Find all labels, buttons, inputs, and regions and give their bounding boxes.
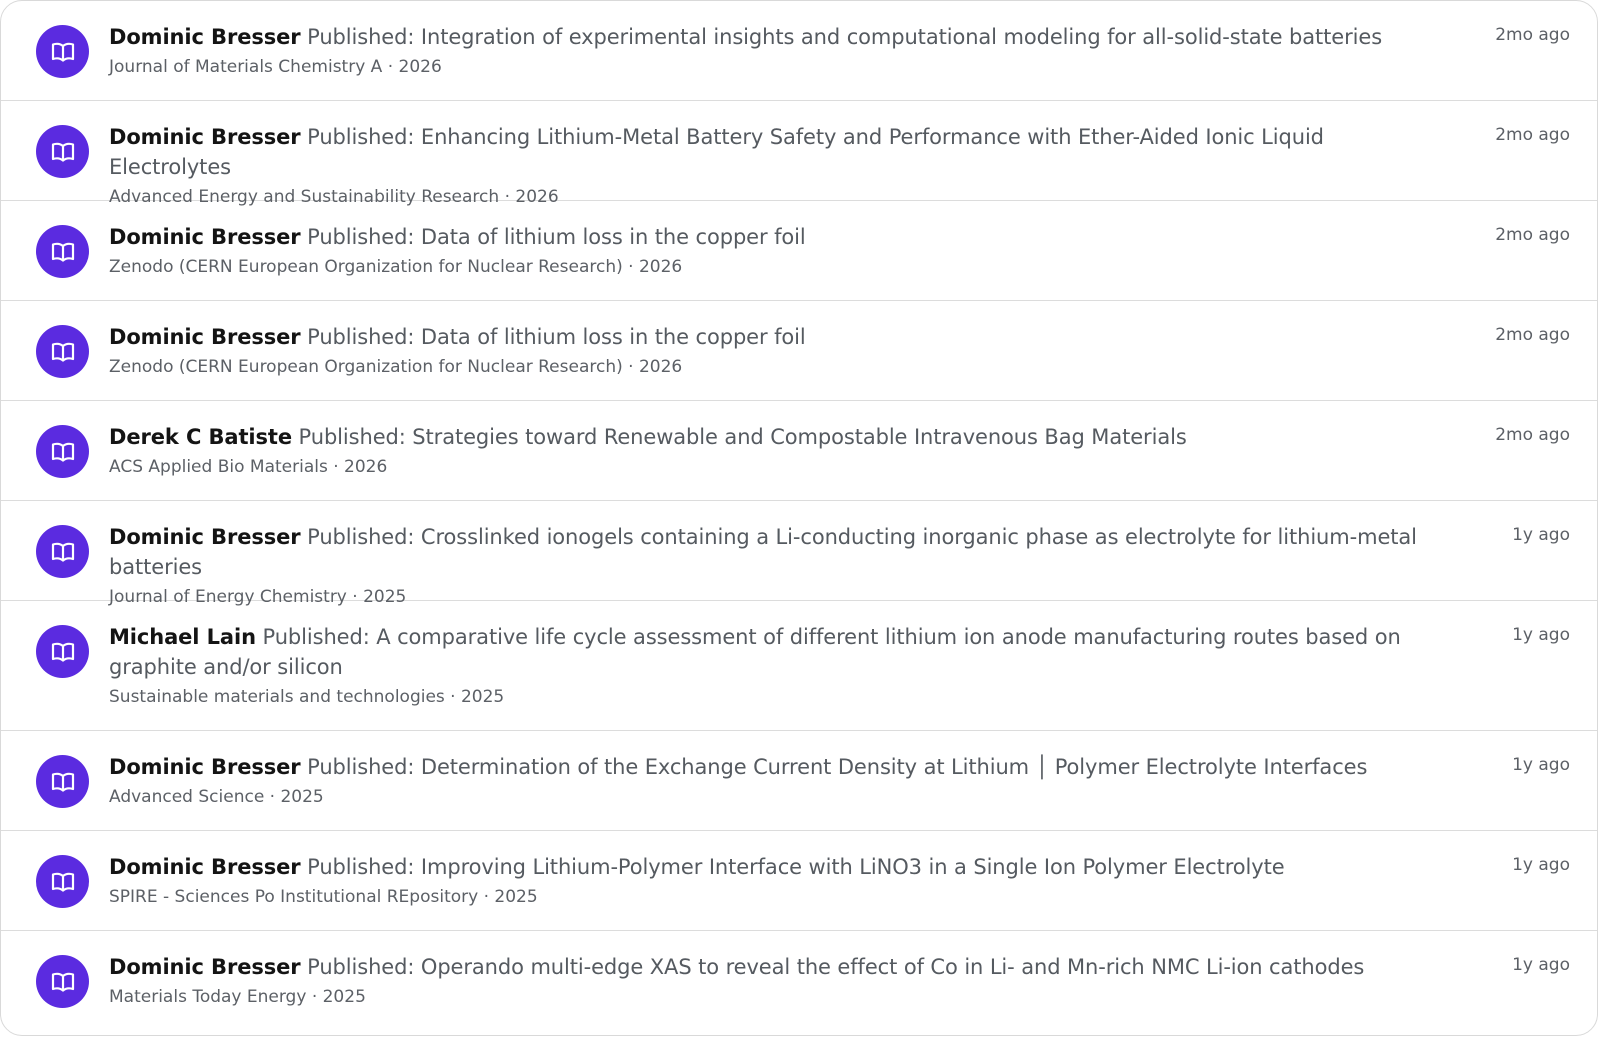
item-title-line bbox=[109, 301, 1447, 352]
author-name[interactable]: Michael Lain bbox=[109, 625, 256, 649]
timestamp: 1y ago bbox=[1512, 955, 1570, 975]
item-title-line bbox=[109, 931, 1447, 982]
book-icon bbox=[49, 138, 77, 166]
timestamp: 2mo ago bbox=[1495, 25, 1570, 45]
author-name[interactable]: Dominic Bresser bbox=[109, 955, 301, 979]
feed-item[interactable] bbox=[1, 101, 1597, 207]
item-meta: Advanced Energy and Sustainability Research · 2026 bbox=[109, 187, 559, 207]
item-title-line bbox=[109, 1, 1447, 52]
book-icon bbox=[49, 868, 77, 896]
item-meta: Zenodo (CERN European Organization for Nuclear Research) · 2026 bbox=[109, 357, 683, 377]
book-icon bbox=[49, 38, 77, 66]
item-title[interactable]: Published: Integration of experimental insights and computational modeling for all-solid-state batteries bbox=[307, 25, 1383, 49]
timestamp: 1y ago bbox=[1512, 625, 1570, 645]
timestamp: 2mo ago bbox=[1495, 225, 1570, 245]
item-title-line bbox=[109, 731, 1447, 782]
avatar bbox=[36, 755, 89, 808]
avatar bbox=[36, 625, 89, 678]
item-title-line bbox=[109, 401, 1447, 452]
feed-item[interactable] bbox=[1, 501, 1597, 607]
item-meta: Materials Today Energy · 2025 bbox=[109, 987, 366, 1007]
feed-item[interactable] bbox=[1, 1, 1597, 101]
item-title[interactable]: Published: Enhancing Lithium-Metal Battery Safety and Performance with Ether-Aided Ionic Liquid Electrolytes bbox=[109, 125, 1324, 179]
avatar bbox=[36, 525, 89, 578]
author-name[interactable]: Dominic Bresser bbox=[109, 325, 301, 349]
item-meta: Sustainable materials and technologies · 2025 bbox=[109, 687, 505, 707]
author-name[interactable]: Dominic Bresser bbox=[109, 755, 301, 779]
book-icon bbox=[49, 768, 77, 796]
book-icon bbox=[49, 338, 77, 366]
author-name[interactable]: Dominic Bresser bbox=[109, 525, 301, 549]
feed-item[interactable] bbox=[1, 931, 1597, 1031]
item-title-line bbox=[109, 831, 1447, 882]
item-title-line bbox=[109, 201, 1447, 252]
author-name[interactable]: Dominic Bresser bbox=[109, 855, 301, 879]
item-meta: ACS Applied Bio Materials · 2026 bbox=[109, 457, 388, 477]
book-icon bbox=[49, 438, 77, 466]
item-title[interactable]: Published: Operando multi-edge XAS to reveal the effect of Co in Li- and Mn-rich NMC Li-ion cathodes bbox=[307, 955, 1365, 979]
item-meta: Journal of Materials Chemistry A · 2026 bbox=[109, 57, 442, 77]
item-title[interactable]: Published: Data of lithium loss in the copper foil bbox=[307, 325, 806, 349]
feed-item[interactable] bbox=[1, 301, 1597, 401]
feed-item[interactable] bbox=[1, 401, 1597, 501]
item-title-line bbox=[109, 101, 1447, 182]
avatar bbox=[36, 25, 89, 78]
item-meta: Journal of Energy Chemistry · 2025 bbox=[109, 587, 407, 607]
feed-item[interactable] bbox=[1, 731, 1597, 831]
avatar bbox=[36, 225, 89, 278]
avatar bbox=[36, 125, 89, 178]
timestamp: 1y ago bbox=[1512, 755, 1570, 775]
timestamp: 2mo ago bbox=[1495, 125, 1570, 145]
feed-item[interactable] bbox=[1, 831, 1597, 931]
item-title[interactable]: Published: Determination of the Exchange Current Density at Lithium │ Polymer Electrolyte Interfaces bbox=[307, 755, 1368, 779]
author-name[interactable]: Dominic Bresser bbox=[109, 25, 301, 49]
item-meta: SPIRE - Sciences Po Institutional REpository · 2025 bbox=[109, 887, 538, 907]
timestamp: 2mo ago bbox=[1495, 325, 1570, 345]
item-title[interactable]: Published: Crosslinked ionogels containing a Li-conducting inorganic phase as electrolyte for lithium-metal batteries bbox=[109, 525, 1417, 579]
author-name[interactable]: Dominic Bresser bbox=[109, 225, 301, 249]
feed-item[interactable] bbox=[1, 601, 1597, 731]
item-title[interactable]: Published: A comparative life cycle assessment of different lithium ion anode manufacturing routes based on graphite and/or silicon bbox=[109, 625, 1401, 679]
author-name[interactable]: Dominic Bresser bbox=[109, 125, 301, 149]
item-meta: Advanced Science · 2025 bbox=[109, 787, 324, 807]
timestamp: 1y ago bbox=[1512, 855, 1570, 875]
item-meta: Zenodo (CERN European Organization for Nuclear Research) · 2026 bbox=[109, 257, 683, 277]
book-icon bbox=[49, 638, 77, 666]
item-title-line bbox=[109, 601, 1447, 682]
avatar bbox=[36, 325, 89, 378]
book-icon bbox=[49, 538, 77, 566]
timestamp: 1y ago bbox=[1512, 525, 1570, 545]
avatar bbox=[36, 855, 89, 908]
book-icon bbox=[49, 238, 77, 266]
book-icon bbox=[49, 968, 77, 996]
feed-item[interactable] bbox=[1, 201, 1597, 301]
item-title-line bbox=[109, 501, 1447, 582]
item-title[interactable]: Published: Strategies toward Renewable and Compostable Intravenous Bag Materials bbox=[298, 425, 1187, 449]
author-name[interactable]: Derek C Batiste bbox=[109, 425, 292, 449]
avatar bbox=[36, 425, 89, 478]
item-title[interactable]: Published: Improving Lithium-Polymer Interface with LiNO3 in a Single Ion Polymer Electrolyte bbox=[307, 855, 1285, 879]
timestamp: 2mo ago bbox=[1495, 425, 1570, 445]
avatar bbox=[36, 955, 89, 1008]
item-title[interactable]: Published: Data of lithium loss in the copper foil bbox=[307, 225, 806, 249]
